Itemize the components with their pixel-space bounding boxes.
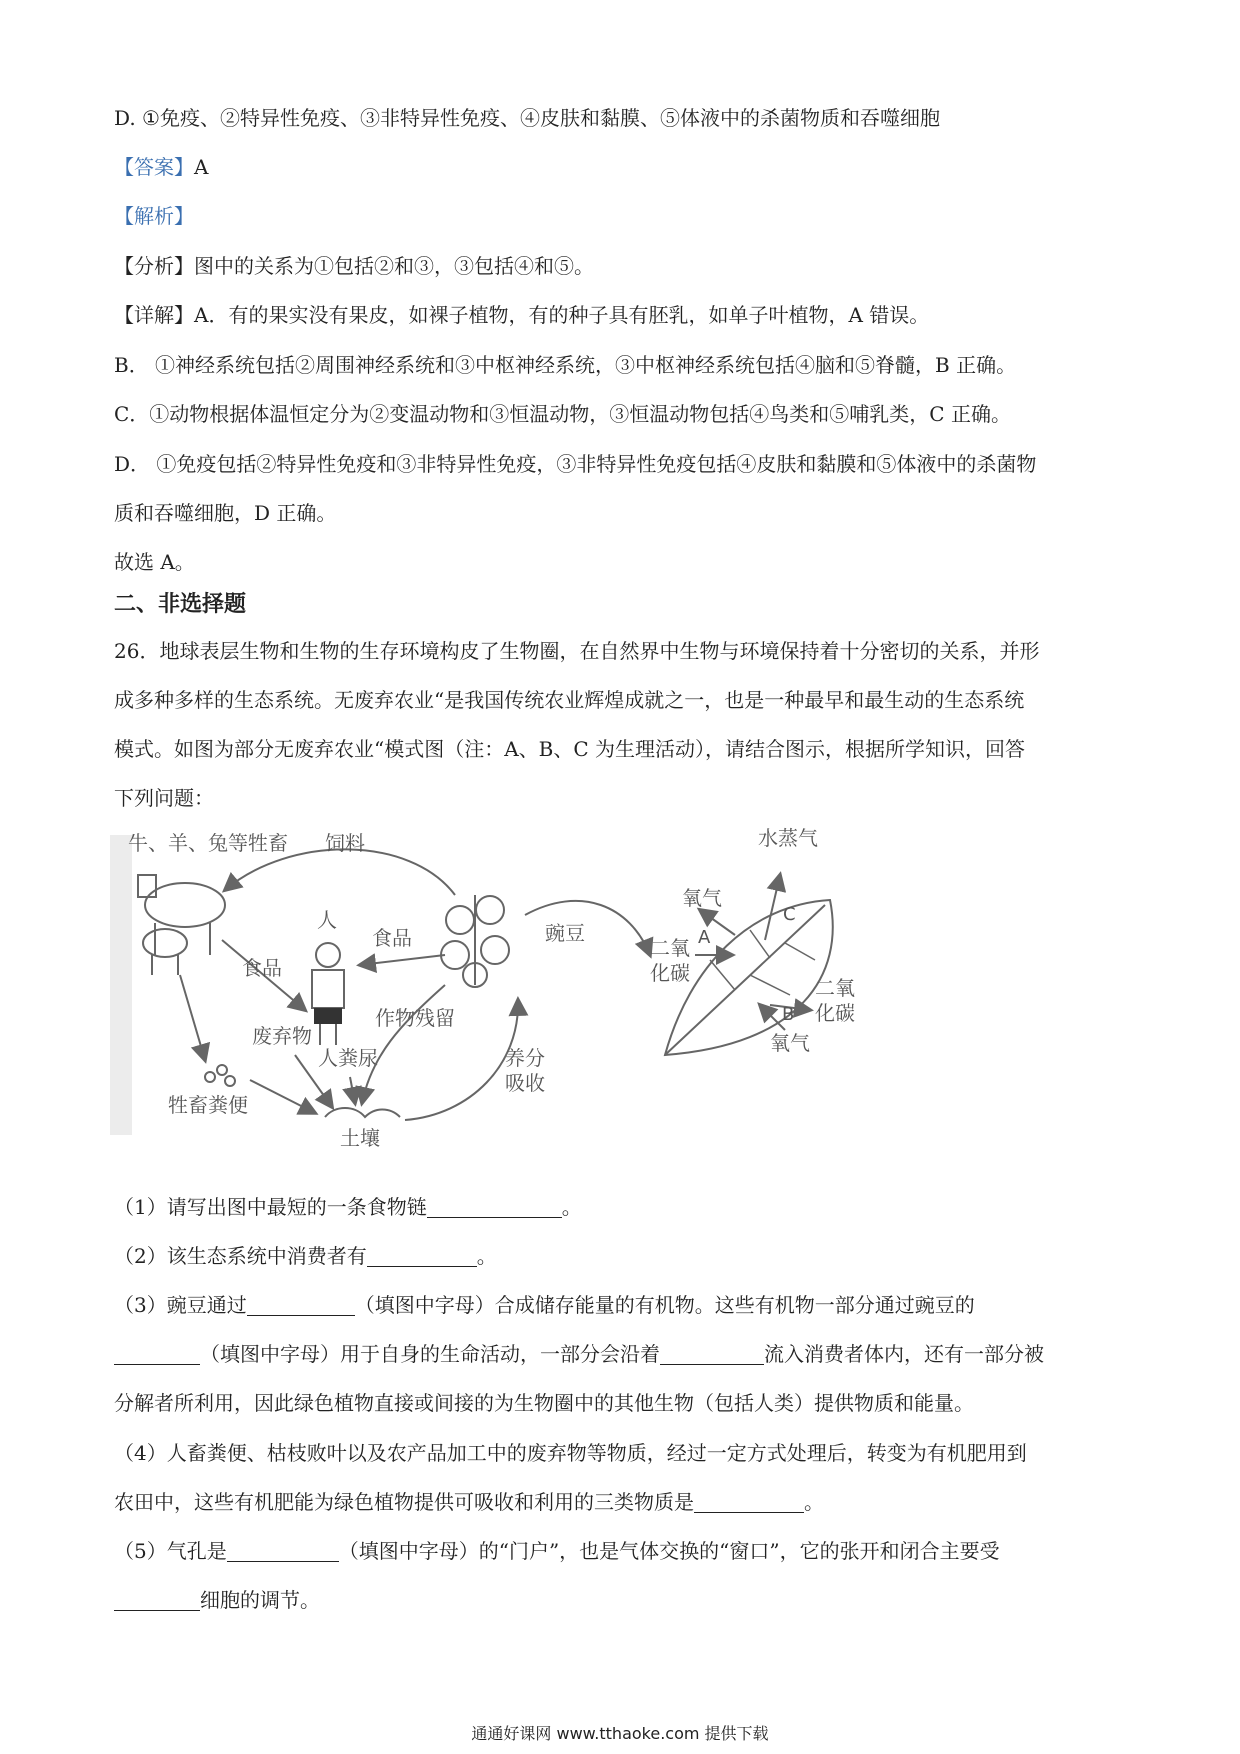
q26-line3: 模式。如图为部分无废弃农业“模式图（注：A、B、C 为生理活动），请结合图示，根据所学知识，回答 bbox=[114, 737, 1026, 761]
q2-end: 。 bbox=[476, 1244, 497, 1268]
q2 bbox=[114, 1242, 497, 1270]
q26-line4: 下列问题： bbox=[114, 786, 214, 810]
label-livestock-dung: 牲畜粪便 bbox=[168, 1093, 248, 1117]
label-co2-right-1: 二氧 bbox=[815, 976, 855, 1000]
detail-a: 【详解】A．有的果实没有果皮，如裸子植物，有的种子具有胚乳，如单子叶植物，A 错误。 bbox=[114, 303, 930, 327]
analysis-text: 【分析】图中的关系为①包括②和③，③包括④和⑤。 bbox=[114, 254, 594, 278]
label-co2-left-1: 二氧 bbox=[650, 936, 690, 960]
q3-text-a: （3）豌豆通过 bbox=[114, 1293, 247, 1317]
ecosystem-diagram bbox=[110, 815, 950, 1175]
q5-text-b: （填图中字母）的“门户”，也是气体交换的“窗口”，它的张开和闭合主要受 bbox=[338, 1539, 1000, 1563]
q26-line2: 成多种多样的生态系统。无废弃农业“是我国传统农业辉煌成就之一，也是一种最早和最生动的生态系统 bbox=[114, 688, 1025, 712]
q5-blank-2[interactable] bbox=[114, 1590, 200, 1611]
q1-end: 。 bbox=[561, 1195, 582, 1219]
q4-end: 。 bbox=[804, 1490, 824, 1514]
label-soil: 土壤 bbox=[340, 1126, 380, 1150]
label-food-top: 食品 bbox=[372, 926, 412, 950]
label-person: 人 bbox=[317, 908, 337, 932]
q3-text-d: 流入消费者体内，还有一部分被 bbox=[764, 1342, 1044, 1366]
q1-blank[interactable] bbox=[427, 1197, 562, 1218]
detail-c: C．①动物根据体温恒定分为②变温动物和③恒温动物，③恒温动物包括④鸟类和⑤哺乳类，C 正确。 bbox=[114, 402, 1011, 426]
q4-blank[interactable] bbox=[694, 1492, 804, 1513]
answer-label: 【答案】 bbox=[114, 155, 194, 179]
label-b: B bbox=[782, 1004, 795, 1025]
section-title: 二、非选择题 bbox=[114, 591, 247, 617]
q2-blank[interactable] bbox=[367, 1246, 477, 1267]
q5-line2 bbox=[114, 1586, 320, 1614]
q3-line3: 分解者所利用，因此绿色植物直接或间接的为生物圈中的其他生物（包括人类）提供物质和能量。 bbox=[114, 1391, 974, 1415]
q3-text-c: （填图中字母）用于自身的生命活动，一部分会沿着 bbox=[200, 1342, 660, 1366]
label-nutrient-2: 吸收 bbox=[505, 1071, 545, 1095]
label-excrement: 人粪尿 bbox=[318, 1046, 378, 1070]
q5-line1 bbox=[114, 1537, 1000, 1565]
answer-line bbox=[114, 153, 208, 181]
label-livestock: 牛、羊、兔等牲畜 bbox=[128, 831, 288, 855]
q3-line1 bbox=[114, 1291, 975, 1319]
q2-text: （2）该生态系统中消费者有 bbox=[114, 1244, 367, 1268]
q5-blank-1[interactable] bbox=[227, 1541, 339, 1562]
q5-text-c: 细胞的调节。 bbox=[200, 1588, 320, 1612]
label-pea: 豌豆 bbox=[545, 921, 585, 945]
page-footer: 通通好课网 www.tthaoke.com 提供下载 bbox=[471, 1724, 769, 1743]
label-c: C bbox=[783, 904, 796, 925]
dung-icon bbox=[205, 1065, 235, 1086]
label-oxygen-top: 氧气 bbox=[682, 886, 722, 910]
q4-line2 bbox=[114, 1488, 824, 1516]
label-co2-left-2: 化碳 bbox=[650, 961, 690, 985]
q3-blank-1[interactable] bbox=[247, 1295, 355, 1316]
q4-line1: （4）人畜粪便、枯枝败叶以及农产品加工中的废弃物等物质，经过一定方式处理后，转变为有机肥用到 bbox=[114, 1441, 1027, 1465]
q3-line2 bbox=[114, 1340, 1044, 1368]
q1 bbox=[114, 1193, 582, 1221]
pea-plant-icon bbox=[441, 895, 509, 987]
label-food-left: 食品 bbox=[242, 956, 282, 980]
q26-line1: 26．地球表层生物和生物的生存环境构皮了生物圈，在自然界中生物与环境保持着十分密切的关系，并形 bbox=[114, 639, 1040, 663]
conclusion: 故选 A。 bbox=[114, 550, 195, 574]
q3-blank-3[interactable] bbox=[660, 1344, 764, 1365]
label-co2-right-2: 化碳 bbox=[815, 1001, 855, 1025]
label-feed: 饲料 bbox=[325, 831, 365, 855]
detail-d-line2: 质和吞噬细胞，D 正确。 bbox=[114, 501, 337, 525]
detail-b: B． ①神经系统包括②周围神经系统和③中枢神经系统，③中枢神经系统包括④脑和⑤脊髓，B 正确。 bbox=[114, 353, 1017, 377]
q1-text: （1）请写出图中最短的一条食物链 bbox=[114, 1195, 427, 1219]
label-crop-residue: 作物残留 bbox=[375, 1006, 455, 1030]
label-a: A bbox=[698, 927, 711, 948]
label-waste: 废弃物 bbox=[252, 1024, 312, 1048]
q3-blank-2[interactable] bbox=[114, 1344, 200, 1365]
detail-d-line1: D． ①免疫包括②特异性免疫和③非特异性免疫，③非特异性免疫包括④皮肤和黏膜和⑤体液中的杀菌物 bbox=[114, 452, 1037, 476]
soil-icon bbox=[325, 1108, 400, 1117]
label-nutrient-1: 养分 bbox=[505, 1046, 545, 1070]
label-water-vapor: 水蒸气 bbox=[758, 826, 818, 850]
q5-text-a: （5）气孔是 bbox=[114, 1539, 227, 1563]
analysis-label: 【解析】 bbox=[114, 204, 194, 228]
label-oxygen-bottom: 氧气 bbox=[770, 1031, 810, 1055]
scan-shade bbox=[110, 835, 132, 1135]
answer-value: A bbox=[194, 155, 209, 179]
person-icon bbox=[312, 943, 344, 1045]
q3-text-b: （填图中字母）合成储存能量的有机物。这些有机物一部分通过豌豆的 bbox=[354, 1293, 975, 1317]
option-d: D. ①免疫、②特异性免疫、③非特异性免疫、④皮肤和黏膜、⑤体液中的杀菌物质和吞噬细胞 bbox=[114, 106, 940, 130]
livestock-icon bbox=[138, 875, 225, 975]
q4-text-b: 农田中，这些有机肥能为绿色植物提供可吸收和利用的三类物质是 bbox=[114, 1490, 694, 1514]
